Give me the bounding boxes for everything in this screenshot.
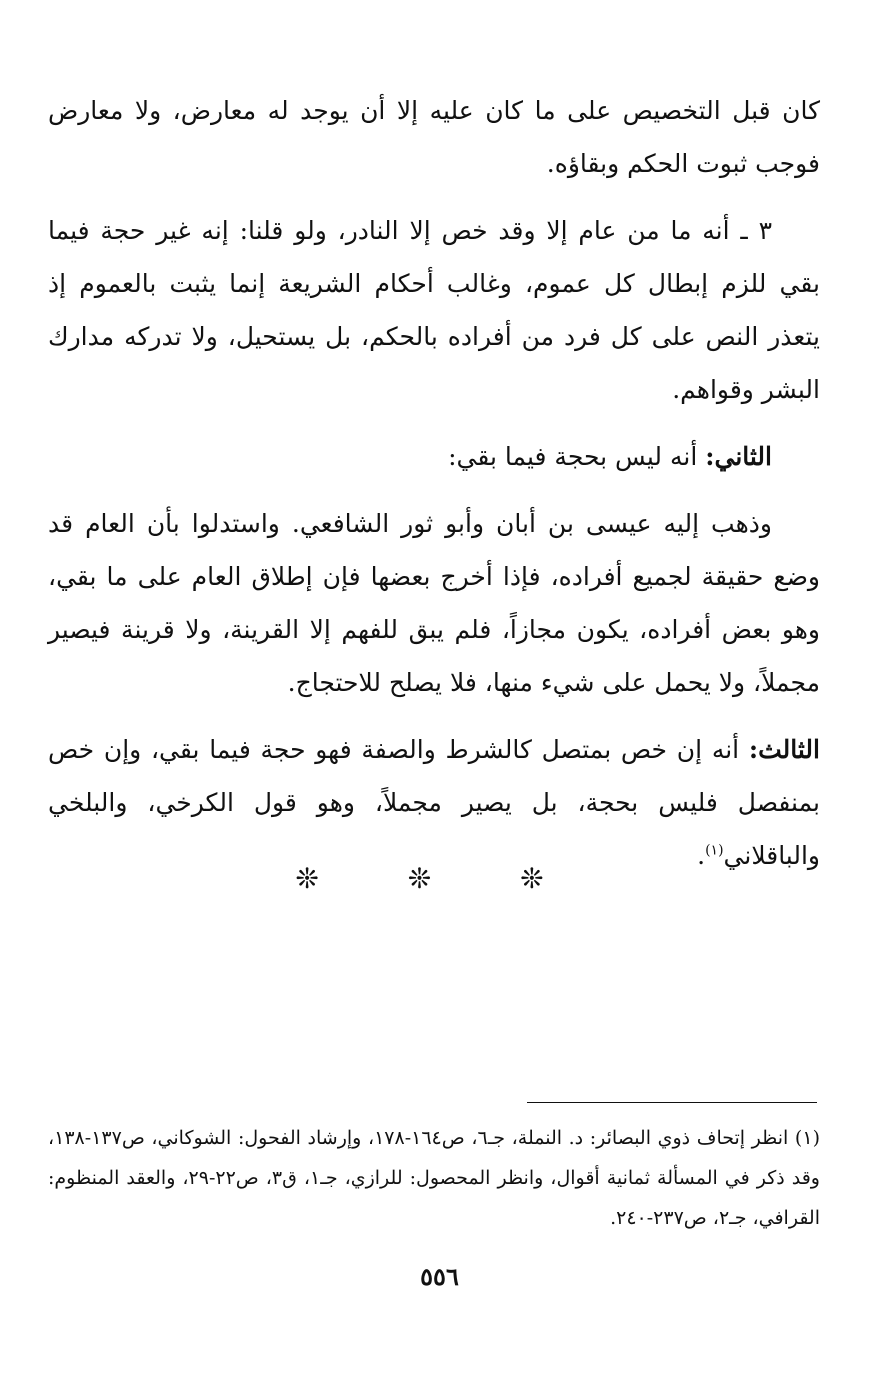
footnotes — [48, 1118, 820, 1238]
footnote-divider — [527, 1102, 817, 1103]
paragraph-2: ٣ ـ أنه ما من عام إلا وقد خص إلا النادر، ولو قلنا: إنه غير حجة فيما بقي للزم إبطال كل عموم، وغالب أحكام الشريعة إنما يثبت بالعموم إذ يتعذر النص على كل فرد من أفراده بالحكم، بل يستحيل، ولا تدركه مدارك البشر وقواهم. — [48, 216, 820, 404]
footnote-1: (١) انظر إتحاف ذوي البصائر: د. النملة، جـ٦، ص١٦٤-١٧٨، وإرشاد الفحول: الشوكاني، ص١٣٧-١٣٨، وقد ذكر في المسألة ثمانية أقوال، وانظر المحصول: للرازي، جـ١، ق٣، ص٢٢-٢٩، والعقد المنظوم: القرافي، جـ٢، ص٢٣٧-٢٤٠. — [48, 1127, 820, 1229]
paragraph-5-lead: الثالث: — [748, 735, 820, 764]
paragraph-1: كان قبل التخصيص على ما كان عليه إلا أن يوجد له معارض، ولا معارض فوجب ثبوت الحكم وبقاؤه. — [48, 96, 820, 178]
paragraph-4: وذهب إليه عيسى بن أبان وأبو ثور الشافعي. واستدلوا بأن العام قد وضع حقيقة لجميع أفراده، فإذا أخرج بعضها فإن إطلاق العام على ما بقي، وهو بعض أفراده، يكون مجازاً، فلم يبق للفهم إلا القرينة، ولا قرينة فيصير مجملاً، ولا يحمل على شيء منها، فلا يصلح للاحتجاج. — [48, 509, 820, 697]
paragraph-5-rest: أنه إن خص بمتصل كالشرط والصفة فهو حجة فيما بقي، وإن خص بمنفصل فليس بحجة، بل يصير مجملاً، وهو قول الكرخي، والبلخي والباقلاني — [48, 735, 820, 870]
footnote-reference: (١) — [705, 842, 724, 859]
paragraph-5 — [48, 723, 820, 882]
paragraph-5-end: . — [697, 841, 706, 870]
main-text — [48, 84, 820, 896]
page-number: ٥٥٦ — [420, 1262, 459, 1291]
paragraph-3-lead: الثاني: — [705, 442, 772, 471]
paragraph-3-rest: أنه ليس بحجة فيما بقي: — [448, 442, 706, 471]
section-separator: ❊ ❊ ❊ — [295, 862, 584, 895]
paragraph-3 — [48, 430, 820, 483]
